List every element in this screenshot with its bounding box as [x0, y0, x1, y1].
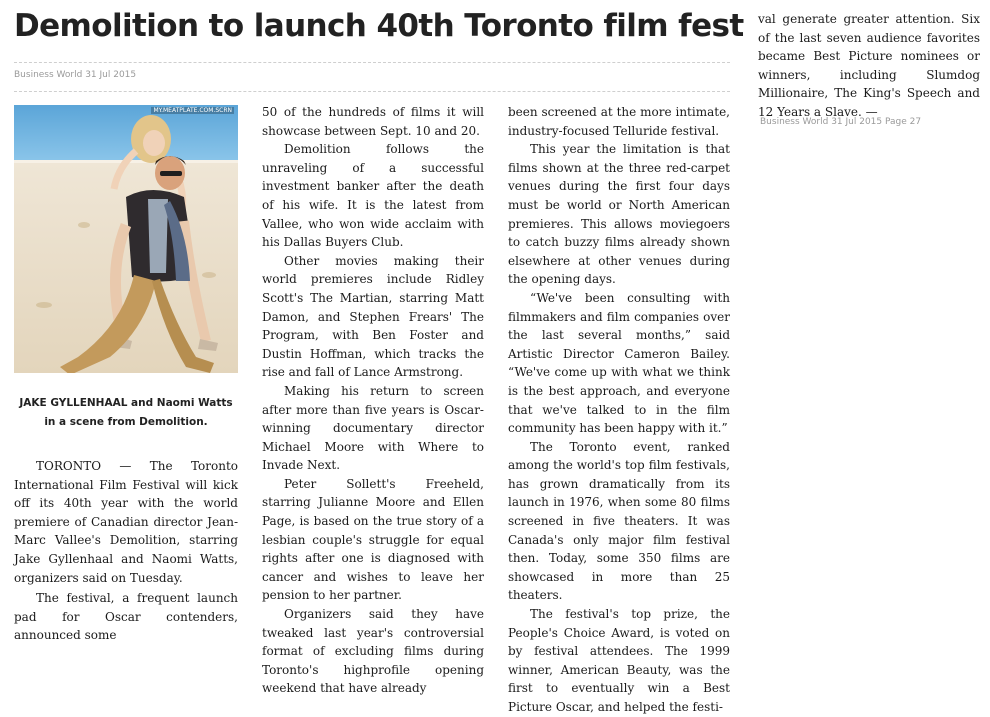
meta-divider	[14, 91, 730, 92]
paragraph: Peter Sollett's Freeheld, starring Julianne Moore and Ellen Page, is based on the true story of a lesbian couple's struggle for equal rights after one is diagnosed with cancer and wishes to leave her pension to her partner.	[262, 476, 484, 603]
paragraph: been screened at the more intimate, industry-focused Telluride festival.	[508, 105, 730, 138]
paragraph: TORONTO — The Toronto International Film Festival will kick off its 40th year with the world premiere of Canadian director Jean-Marc Vallee's Demolition, starring Jake Gyllenhaal and Naomi Watts, organizers said on Tuesday.	[14, 459, 238, 585]
paragraph: This year the limitation is that films shown at the three red-carpet venues during the first four days must be world or North American premieres. This allows moviegoers to catch buzzy films already shown elsewhere at other venues during the opening days.	[508, 142, 730, 287]
paragraph: Making his return to screen after more than five years is Oscar-winning documentary director Michael Moore with Where to Invade Next.	[262, 383, 484, 473]
paragraph: Organizers said they have tweaked last year's controversial format of excluding films during Toronto's highprofile opening weekend that have already	[262, 607, 484, 696]
paragraph: Other movies making their world premieres include Ridley Scott's The Martian, starring Matt Damon, and Stephen Frears' The Program, with Ben Foster and Dustin Hoffman, which tracks the rise and fall of Lance Armstrong.	[262, 253, 484, 380]
paragraph: The festival, a frequent launch pad for Oscar contenders, announced some	[14, 591, 238, 643]
photo-credit: MY.MEATPLATE.COM.SCRN	[153, 107, 232, 114]
column-1	[14, 457, 238, 645]
paragraph: The festival's top prize, the People's Choice Award, is voted on by festival attendees. The 1999 winner, American Beauty, was the first to eventually win a Best Picture Oscar, and helped the festi-	[508, 607, 730, 714]
paragraph: The Toronto event, ranked among the world's top film festivals, has grown dramatically from its launch in 1976, when some 80 films screened in five theaters. It was Canada's only major film festival then. Today, some 350 films are showcased in more than 25 theaters.	[508, 439, 730, 603]
paragraph: “We've been consulting with filmmakers and film companies over the last several months,” said Artistic Director Cameron Bailey. “We've come up with what we think is the best approach, and everyone that we've talked to in the film community has been happy with it.”	[508, 290, 730, 436]
column-2	[262, 103, 484, 698]
paragraph: Demolition follows the unraveling of a successful investment banker after the death of his wife. It is the latest from Vallee, who won wide acclaim with his Dallas Buyers Club.	[262, 142, 484, 250]
source-line: Business World 31 Jul 2015	[14, 70, 137, 80]
top-divider	[14, 62, 730, 63]
end-source-line: Business World 31 Jul 2015 Page 27	[760, 117, 922, 127]
column-4	[758, 10, 980, 122]
photo-caption: JAKE GYLLENHAAL and Naomi Watts in a scene from Demolition.	[19, 397, 233, 428]
column-3	[508, 103, 730, 717]
paragraph: 50 of the hundreds of films it will showcase between Sept. 10 and 20.	[262, 105, 484, 138]
article-photo	[14, 105, 238, 373]
paragraph: val generate greater attention. Six of the last seven audience favorites became Best Picture nominees or winners, including Slumdog Millionaire, The King's Speech and 12 Years a Slave. —	[758, 12, 980, 119]
headline: Demolition to launch 40th Toronto film fest	[14, 8, 744, 44]
